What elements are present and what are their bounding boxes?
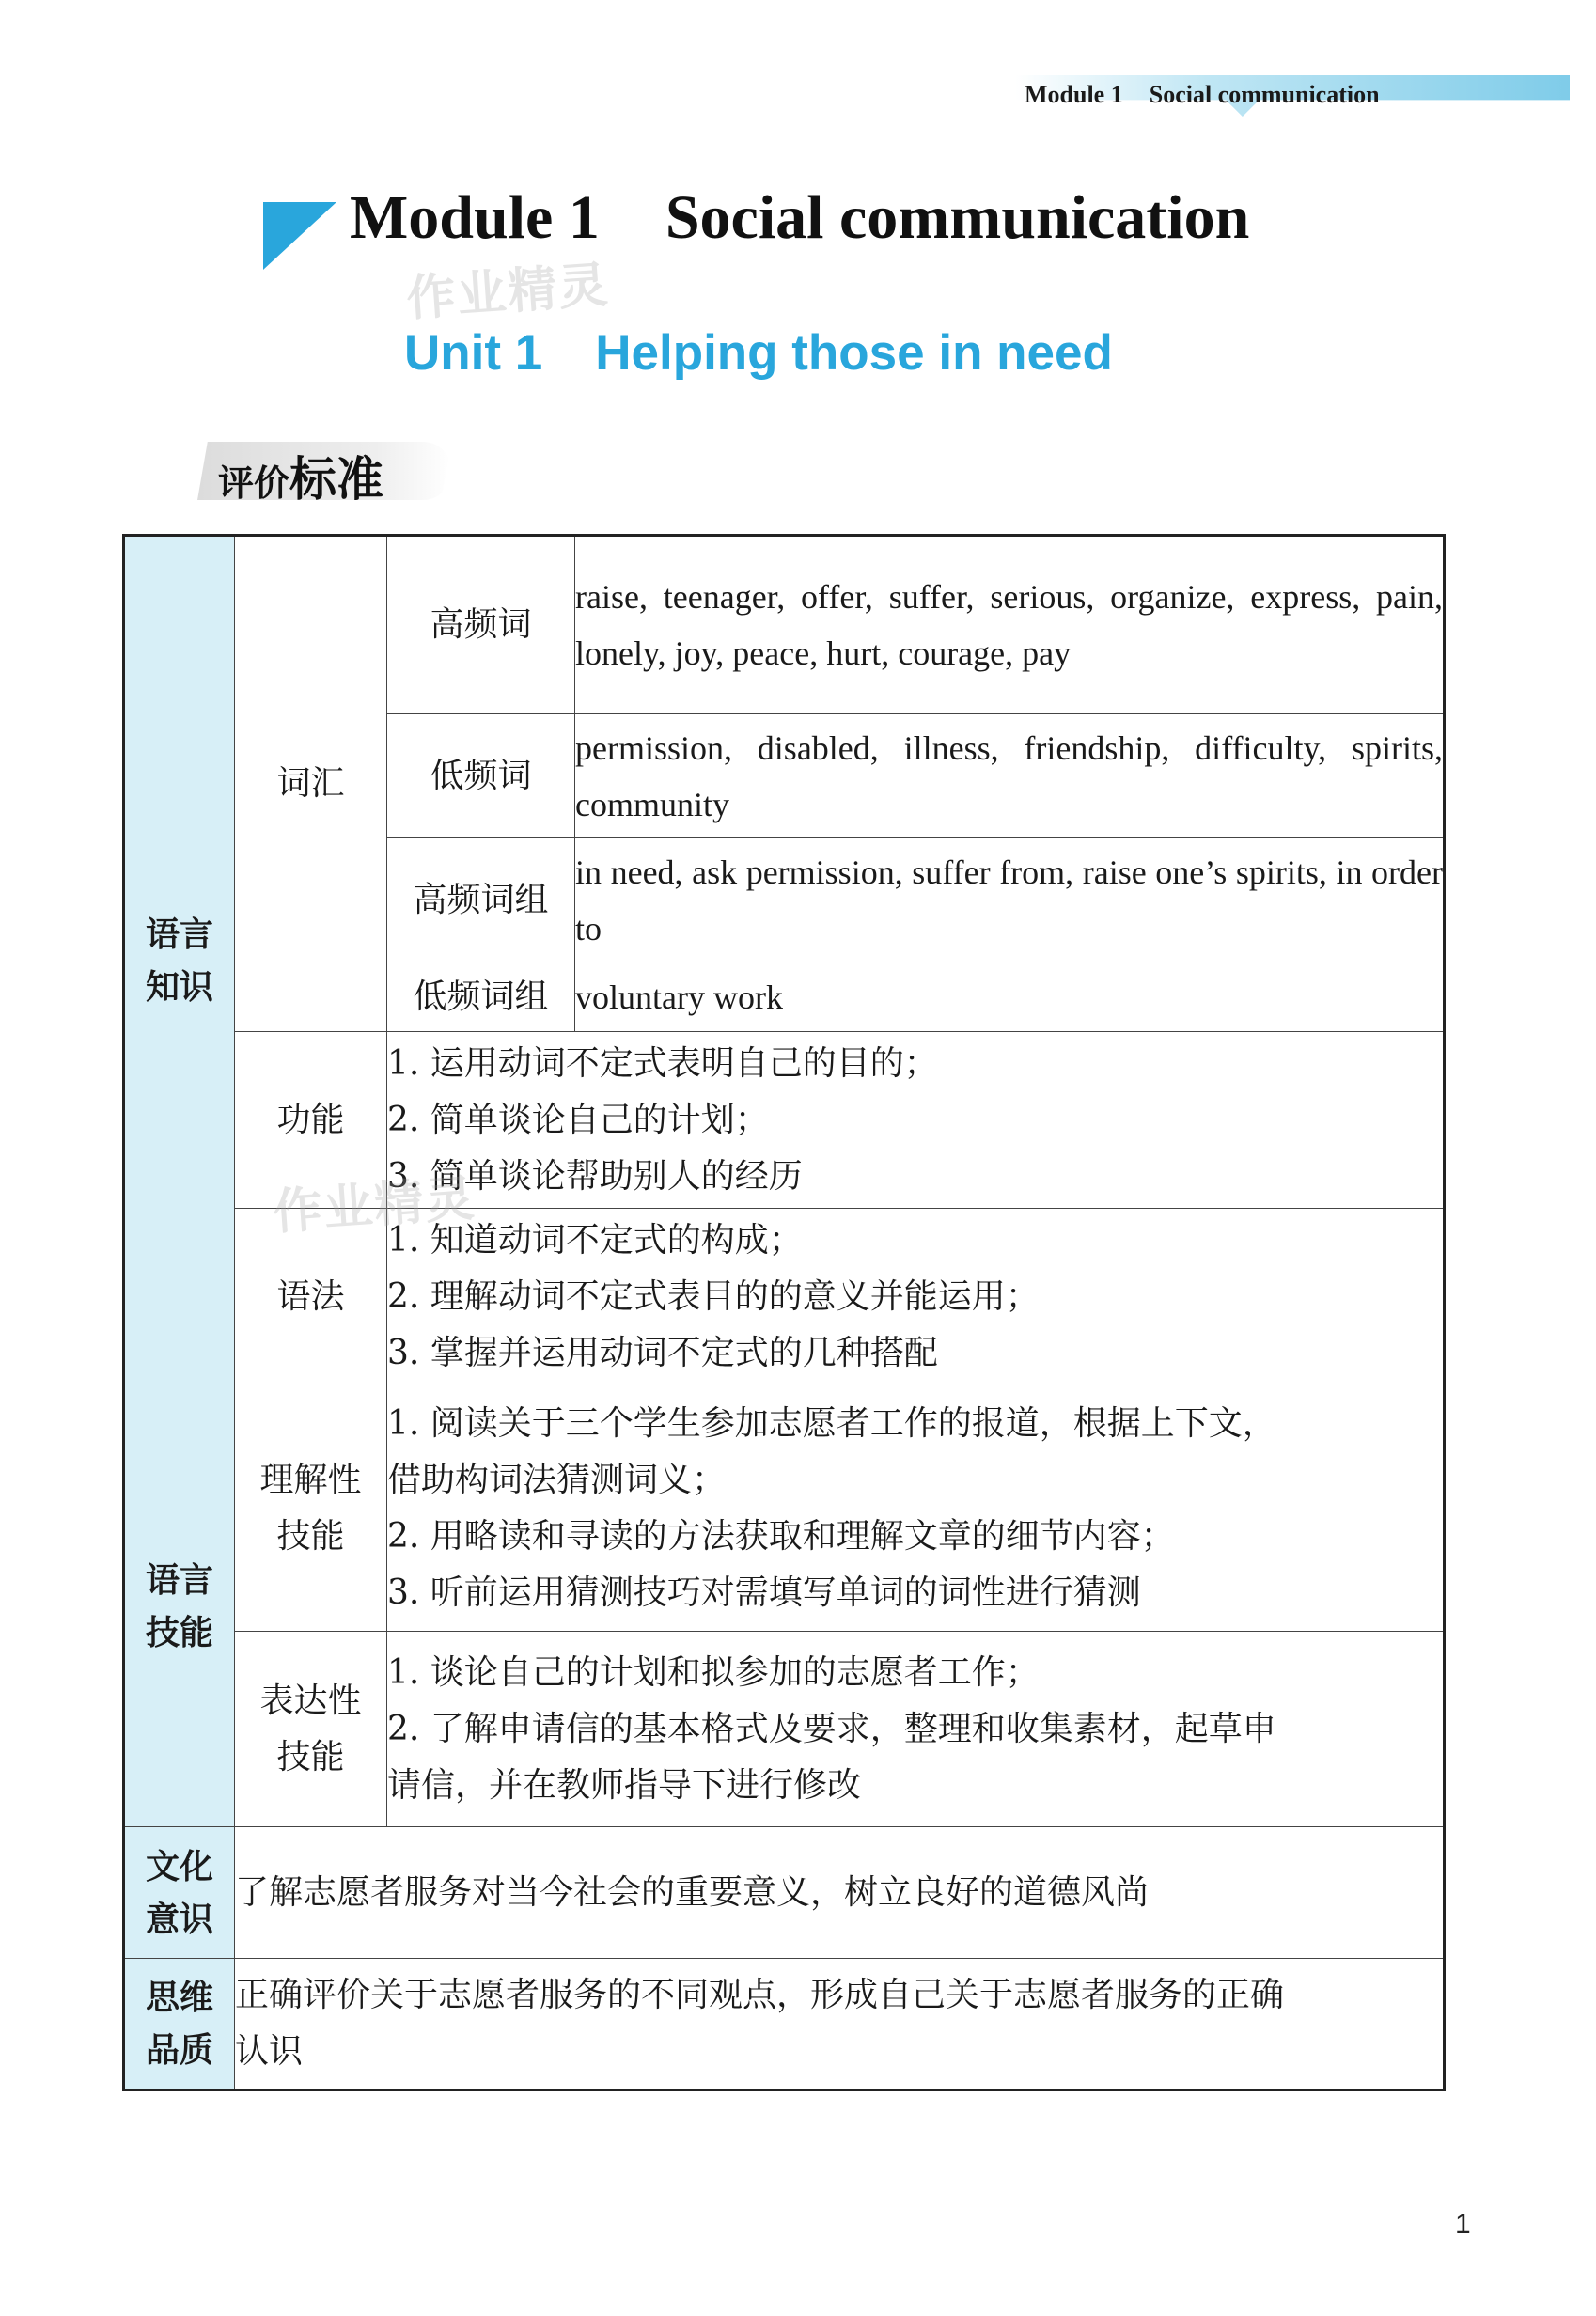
comprehension-item: 3. 听前运用猜测技巧对需填写单词的词性进行猜测: [387, 1573, 1141, 1612]
low-freq-words: permission, disabled, illness, friendship, difficulty, spirits, community: [575, 714, 1445, 838]
running-header: [1025, 81, 1380, 109]
expression-items: [387, 1632, 1445, 1827]
watermark-table: 作业精灵: [271, 1170, 478, 1242]
grammar-item: 2. 理解动词不定式表目的的意义并能运用；: [387, 1276, 1040, 1316]
watermark: 作业精灵: [404, 257, 612, 328]
label-high-freq-phrases: 高频词组: [387, 838, 575, 962]
function-items: [387, 1032, 1445, 1209]
comprehension-item: 2. 用略读和寻读的方法获取和理解文章的细节内容；: [387, 1516, 1175, 1556]
section-label-big: 标准: [289, 451, 384, 507]
section-label: [218, 442, 383, 509]
header-topic: Social communication: [1149, 81, 1380, 108]
comprehension-items: [387, 1385, 1445, 1632]
page-number: 1: [1455, 2209, 1471, 2240]
function-item: 3. 简单谈论帮助别人的经历: [387, 1156, 803, 1196]
subcategory-grammar: 语法: [235, 1209, 387, 1385]
subcategory-vocab: 词汇: [235, 536, 387, 1032]
subcategory-expression: 表达性技能: [235, 1632, 387, 1827]
low-freq-phrases: voluntary work: [575, 962, 1445, 1032]
module-number: Module 1: [350, 183, 600, 252]
section-label-small: 评价: [218, 462, 290, 504]
function-item: 2. 简单谈论自己的计划；: [387, 1100, 769, 1139]
grammar-item: 3. 掌握并运用动词不定式的几种搭配: [387, 1333, 938, 1372]
label-low-freq-words: 低频词: [387, 714, 575, 838]
thinking-text: [235, 1959, 1445, 2090]
unit-name: Helping those in need: [595, 325, 1113, 381]
grammar-item: 1. 知道动词不定式的构成；: [387, 1220, 803, 1260]
label-high-freq-words: 高频词: [387, 536, 575, 714]
high-freq-words: raise, teenager, offer, suffer, serious, organize, express, pain, lonely, joy, peace, hurt, courage, pay: [575, 536, 1445, 714]
category-thinking: 思维品质: [124, 1959, 235, 2090]
thinking-line: 正确评价关于志愿者服务的不同观点，形成自己关于志愿者服务的正确: [235, 1976, 1285, 2014]
unit-number: Unit 1: [404, 325, 543, 381]
title-flag-icon: [263, 202, 336, 270]
evaluation-standards-table: [122, 534, 1446, 2091]
function-item: 1. 运用动词不定式表明自己的目的；: [387, 1043, 938, 1083]
module-title: [350, 182, 1249, 254]
subcategory-function: 功能: [235, 1032, 387, 1209]
grammar-items: [387, 1209, 1445, 1385]
high-freq-phrases: in need, ask permission, suffer from, raise one’s spirits, in order to: [575, 838, 1445, 962]
header-module: Module 1: [1025, 81, 1123, 108]
comprehension-item: 1. 阅读关于三个学生参加志愿者工作的报道，根据上下文，: [387, 1403, 1276, 1443]
culture-text: 了解志愿者服务对当今社会的重要意义，树立良好的道德风尚: [235, 1827, 1445, 1959]
category-language-skills: 语言技能: [124, 1385, 235, 1827]
category-culture: 文化意识: [124, 1827, 235, 1959]
category-language-knowledge: 语言知识: [124, 536, 235, 1385]
unit-title: [404, 324, 1113, 382]
expression-item: 1. 谈论自己的计划和拟参加的志愿者工作；: [387, 1652, 1040, 1692]
thinking-line: 认识: [235, 2032, 304, 2071]
subcategory-comprehension: 理解性技能: [235, 1385, 387, 1632]
comprehension-item: 借助构词法猜测词义；: [387, 1460, 727, 1499]
expression-item: 请信，并在教师指导下进行修改: [387, 1765, 862, 1805]
expression-item: 2. 了解申请信的基本格式及要求，整理和收集素材，起草申: [387, 1709, 1276, 1748]
label-low-freq-phrases: 低频词组: [387, 962, 575, 1032]
module-topic: Social communication: [665, 183, 1250, 252]
